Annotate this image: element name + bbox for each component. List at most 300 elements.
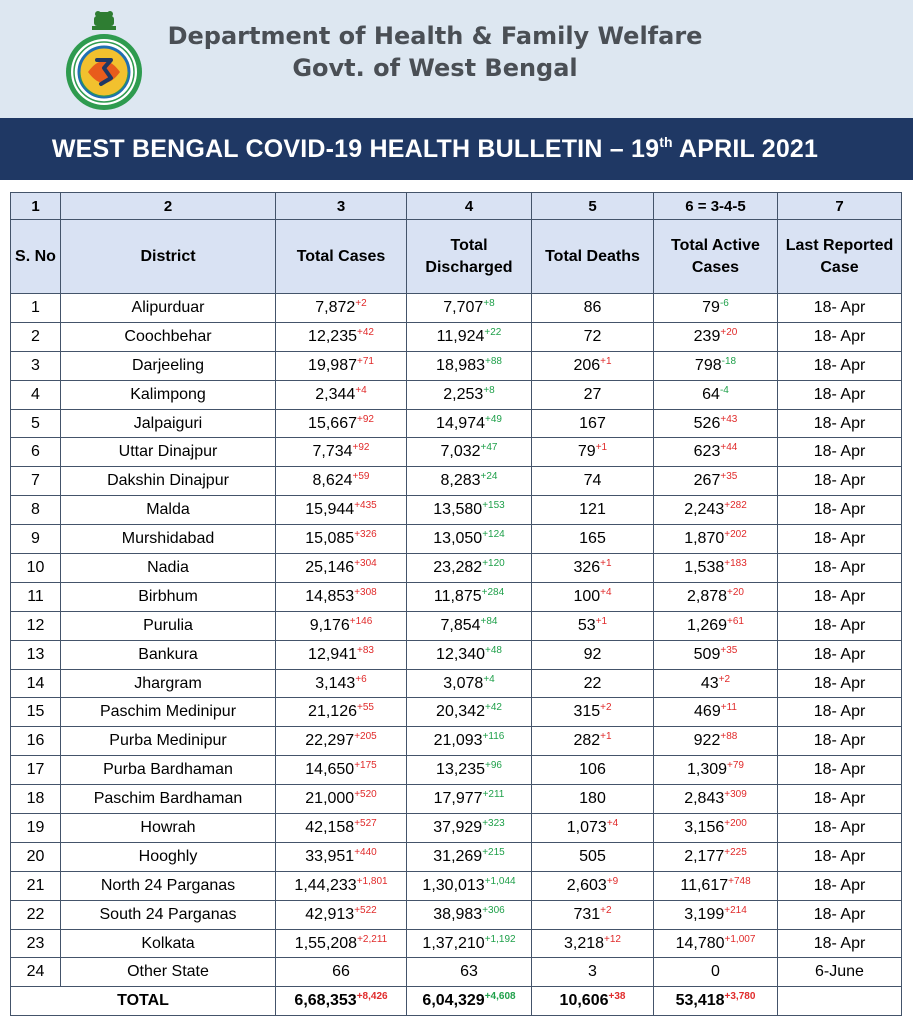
district-name: Dakshin Dinajpur	[107, 472, 229, 490]
total-deaths-cell	[532, 380, 654, 409]
total-discharged-cell	[407, 698, 532, 727]
total-active: 3,156	[684, 818, 725, 836]
total-discharged-delta: +1,044	[484, 875, 516, 887]
total-discharged: 2,253	[443, 385, 484, 403]
total-discharged-delta: +124	[482, 529, 505, 541]
total-discharged: 6,04,329	[422, 992, 485, 1010]
total-deaths-cell	[532, 582, 654, 611]
total-cases: 15,944	[305, 501, 355, 519]
last-reported-cell	[778, 756, 902, 785]
total-discharged: 17,977	[433, 790, 483, 808]
total-cases: 42,913	[305, 905, 355, 923]
serial-number-cell	[11, 438, 61, 467]
district-name-cell	[61, 380, 276, 409]
total-cases-cell	[276, 322, 407, 351]
last-reported-cell	[778, 467, 902, 496]
total-deaths: 167	[579, 414, 606, 432]
total-discharged: 13,580	[433, 501, 483, 519]
district-name: North 24 Parganas	[100, 876, 236, 894]
table-row	[11, 611, 902, 640]
last-reported-cell	[778, 525, 902, 554]
table-row	[11, 294, 902, 323]
bulletin-title-prefix: WEST BENGAL COVID-19 HEALTH BULLETIN – 19	[51, 135, 660, 163]
total-deaths-cell	[532, 727, 654, 756]
total-deaths: 106	[579, 761, 606, 779]
total-deaths: 326	[573, 558, 601, 576]
total-discharged: 63	[460, 963, 478, 981]
total-cases-cell	[276, 814, 407, 843]
total-cases-delta: +8,426	[356, 991, 388, 1003]
table-row	[11, 554, 902, 583]
total-active: 798	[694, 356, 722, 374]
total-deaths: 79	[577, 443, 596, 461]
total-discharged-cell	[407, 785, 532, 814]
serial-number: 12	[26, 616, 45, 634]
total-active-delta: +11	[720, 702, 737, 714]
district-name: Paschim Bardhaman	[93, 790, 243, 808]
district-name: Darjeeling	[131, 356, 205, 374]
total-cases-cell	[276, 900, 407, 929]
district-name-cell	[61, 669, 276, 698]
bulletin-title	[0, 118, 870, 180]
total-discharged: 31,269	[433, 847, 483, 865]
total-active: 267	[693, 472, 721, 490]
total-discharged: 3,078	[443, 674, 484, 692]
total-deaths-cell	[532, 611, 654, 640]
district-name-cell	[61, 351, 276, 380]
total-cases: 1,44,233	[294, 876, 357, 894]
total-discharged-delta: +84	[480, 615, 498, 627]
total-deaths-cell	[532, 900, 654, 929]
total-active-delta: +20	[720, 326, 738, 338]
total-active-delta: +282	[724, 500, 747, 512]
total-discharged-delta: +8	[483, 297, 495, 309]
last-reported: 18- Apr	[813, 472, 866, 490]
total-discharged-delta: +48	[484, 644, 502, 656]
district-name-cell	[61, 640, 276, 669]
total-cases: 14,650	[305, 761, 355, 779]
total-cases-cell	[276, 554, 407, 583]
total-cases: 6,68,353	[294, 992, 357, 1010]
total-deaths-delta: +1	[600, 355, 612, 367]
last-reported: 18- Apr	[813, 790, 866, 808]
total-active-cell	[654, 554, 778, 583]
biswa-bangla-emblem-icon	[64, 8, 144, 116]
total-cases-delta: +83	[356, 644, 374, 656]
total-discharged-cell	[407, 900, 532, 929]
total-active-cell	[654, 958, 778, 987]
total-row	[11, 987, 902, 1016]
last-reported-cell	[778, 640, 902, 669]
total-active-delta: +2	[718, 673, 731, 685]
table-row	[11, 698, 902, 727]
district-name: Murshidabad	[121, 530, 215, 548]
total-discharged: 13,050	[433, 530, 483, 548]
total-deaths: 53	[577, 616, 596, 634]
serial-number-cell	[11, 322, 61, 351]
district-name: Birbhum	[138, 587, 198, 605]
last-reported: 18- Apr	[813, 732, 866, 750]
total-active-cell	[654, 900, 778, 929]
last-reported: 18- Apr	[813, 905, 866, 923]
table-row	[11, 814, 902, 843]
total-label: TOTAL	[11, 987, 276, 1016]
total-cases-delta: +2	[355, 297, 367, 309]
total-active-cell	[654, 467, 778, 496]
total-cases-delta: +4	[355, 384, 367, 396]
header-total-active: Total Active Cases	[654, 220, 778, 294]
total-active-cell	[654, 842, 778, 871]
column-number: 7	[778, 193, 902, 220]
total-deaths-cell	[532, 525, 654, 554]
total-deaths: 165	[579, 530, 606, 548]
total-cases-cell	[276, 929, 407, 958]
serial-number: 8	[31, 501, 40, 519]
total-discharged: 13,235	[436, 761, 485, 779]
last-reported-cell	[778, 669, 902, 698]
last-reported-cell	[778, 842, 902, 871]
total-discharged-cell	[407, 351, 532, 380]
serial-number-cell	[11, 525, 61, 554]
total-discharged: 23,282	[433, 558, 483, 576]
total-active-cell	[654, 582, 778, 611]
total-deaths: 72	[583, 327, 602, 345]
total-active: 509	[693, 645, 721, 663]
last-reported: 18- Apr	[813, 616, 866, 634]
last-reported-cell	[778, 351, 902, 380]
total-discharged-delta: +306	[482, 904, 505, 916]
total-discharged: 7,032	[440, 443, 481, 461]
column-number: 1	[11, 193, 61, 220]
total-active-cell	[654, 987, 778, 1016]
column-number: 4	[407, 193, 532, 220]
total-deaths: 74	[583, 472, 602, 490]
serial-number-cell	[11, 351, 61, 380]
total-deaths-cell	[532, 467, 654, 496]
serial-number: 21	[26, 876, 45, 894]
total-cases: 12,235	[308, 327, 357, 345]
serial-number-cell	[11, 929, 61, 958]
total-active-cell	[654, 380, 778, 409]
last-reported-cell	[778, 380, 902, 409]
serial-number: 18	[26, 790, 45, 808]
table-row	[11, 785, 902, 814]
total-active: 922	[693, 732, 721, 750]
district-name: South 24 Parganas	[99, 905, 237, 923]
total-active-delta: +225	[724, 846, 747, 858]
table-row	[11, 900, 902, 929]
total-cases-delta: +55	[356, 702, 374, 714]
last-reported: 18- Apr	[813, 414, 866, 432]
district-name-cell	[61, 842, 276, 871]
total-cases: 7,872	[315, 298, 356, 316]
total-deaths: 315	[573, 703, 601, 721]
district-name-cell	[61, 871, 276, 900]
total-cases: 33,951	[305, 847, 355, 865]
government-name: Govt. of West Bengal	[292, 54, 578, 82]
total-active-delta: +3,780	[724, 991, 756, 1003]
total-active: 623	[693, 443, 721, 461]
district-name: Jalpaiguri	[133, 414, 203, 432]
total-cases-cell	[276, 785, 407, 814]
total-active: 0	[711, 963, 720, 981]
table-row	[11, 525, 902, 554]
total-discharged-cell	[407, 669, 532, 698]
total-cases-delta: +71	[356, 355, 374, 367]
total-cases: 1,55,208	[294, 934, 358, 952]
serial-number-cell	[11, 756, 61, 785]
total-active-delta: -18	[721, 355, 737, 367]
serial-number-cell	[11, 496, 61, 525]
total-active-cell	[654, 669, 778, 698]
total-active: 14,780	[675, 934, 725, 952]
serial-number: 14	[26, 674, 45, 692]
serial-number: 22	[26, 905, 45, 923]
district-name-cell	[61, 294, 276, 323]
total-deaths: 282	[573, 732, 601, 750]
total-active: 526	[693, 414, 721, 432]
total-active-cell	[654, 727, 778, 756]
last-reported-cell	[778, 554, 902, 583]
total-discharged-delta: +47	[480, 442, 498, 454]
total-deaths: 100	[573, 587, 601, 605]
district-name: Bankura	[138, 645, 198, 663]
total-deaths-delta: +2	[600, 702, 612, 714]
header	[0, 0, 913, 118]
total-discharged: 8,283	[440, 472, 481, 490]
serial-number: 23	[26, 934, 45, 952]
last-reported-cell	[778, 438, 902, 467]
table-row	[11, 467, 902, 496]
total-deaths-delta: +1	[595, 442, 608, 454]
column-number: 2	[61, 193, 276, 220]
total-cases-delta: +175	[354, 760, 377, 772]
total-active: 2,177	[684, 847, 725, 865]
header-district: District	[61, 220, 276, 294]
total-deaths: 22	[583, 674, 602, 692]
table-row	[11, 871, 902, 900]
total-deaths-delta: +4	[600, 586, 612, 598]
department-heading	[160, 20, 710, 84]
total-active: 2,243	[684, 501, 725, 519]
total-active-delta: +183	[724, 557, 747, 569]
serial-number: 9	[31, 530, 40, 548]
serial-number: 10	[26, 558, 45, 576]
total-deaths-delta: +1	[600, 731, 612, 743]
total-cases-cell	[276, 958, 407, 987]
total-deaths-cell	[532, 438, 654, 467]
total-active-delta: -6	[719, 297, 729, 309]
total-cases-delta: +435	[354, 500, 377, 512]
total-active: 3,199	[684, 905, 725, 923]
total-active: 1,870	[684, 530, 725, 548]
total-discharged: 1,30,013	[422, 876, 485, 894]
serial-number: 7	[31, 472, 40, 490]
district-name-cell	[61, 409, 276, 438]
serial-number: 5	[31, 414, 40, 432]
total-active: 1,269	[686, 616, 728, 634]
total-cases-cell	[276, 438, 407, 467]
table-row	[11, 929, 902, 958]
total-discharged-cell	[407, 958, 532, 987]
total-cases: 9,176	[309, 616, 350, 634]
total-active-cell	[654, 496, 778, 525]
district-name: Coochbehar	[124, 327, 212, 345]
total-active-delta: -4	[719, 384, 729, 396]
serial-number: 4	[31, 385, 40, 403]
serial-number: 2	[31, 327, 40, 345]
header-total-cases: Total Cases	[276, 220, 407, 294]
total-cases-delta: +326	[354, 529, 377, 541]
last-reported: 18- Apr	[813, 443, 866, 461]
total-discharged-cell	[407, 871, 532, 900]
total-discharged-delta: +24	[480, 471, 498, 483]
serial-number-cell	[11, 871, 61, 900]
total-active-delta: +309	[724, 789, 747, 801]
total-cases-delta: +146	[349, 615, 373, 627]
total-deaths: 3,218	[563, 934, 605, 952]
last-reported-cell	[778, 698, 902, 727]
header-last-reported: Last Reported Case	[778, 220, 902, 294]
serial-number: 3	[31, 356, 40, 374]
total-active: 11,617	[680, 876, 729, 894]
last-reported-cell	[778, 958, 902, 987]
total-deaths-cell	[532, 409, 654, 438]
serial-number: 20	[26, 847, 45, 865]
total-discharged-cell	[407, 756, 532, 785]
total-discharged: 18,983	[436, 356, 485, 374]
total-cases: 66	[332, 963, 350, 981]
total-cases-cell	[276, 640, 407, 669]
total-discharged-cell	[407, 525, 532, 554]
last-reported: 18- Apr	[813, 818, 866, 836]
total-deaths: 731	[573, 905, 601, 923]
total-discharged-cell	[407, 842, 532, 871]
total-discharged: 11,875	[433, 587, 482, 605]
district-name: Purba Bardhaman	[103, 761, 233, 779]
serial-number-cell	[11, 554, 61, 583]
total-cases-cell	[276, 294, 407, 323]
serial-number: 11	[27, 587, 44, 605]
district-name: Kalimpong	[130, 385, 206, 403]
total-discharged-delta: +96	[484, 760, 502, 772]
district-name-cell	[61, 785, 276, 814]
last-reported-cell	[778, 322, 902, 351]
total-deaths-delta: +4	[606, 817, 619, 829]
total-deaths-cell	[532, 640, 654, 669]
total-active: 239	[693, 327, 721, 345]
total-discharged-delta: +1,192	[484, 933, 516, 945]
header-total-discharged: Total Discharged	[407, 220, 532, 294]
total-discharged: 21,093	[433, 732, 483, 750]
serial-number-cell	[11, 900, 61, 929]
total-active-delta: +44	[720, 442, 738, 454]
total-discharged-cell	[407, 727, 532, 756]
total-cases: 25,146	[305, 558, 355, 576]
serial-number: 19	[26, 818, 45, 836]
bulletin-table	[10, 192, 902, 1016]
serial-number-cell	[11, 727, 61, 756]
total-cases-delta: +1,801	[356, 875, 388, 887]
total-cases: 14,853	[305, 587, 355, 605]
district-name-cell	[61, 756, 276, 785]
serial-number-cell	[11, 814, 61, 843]
total-active: 2,843	[684, 790, 725, 808]
last-reported-cell	[778, 900, 902, 929]
total-active: 43	[700, 674, 719, 692]
table-row	[11, 756, 902, 785]
district-rows	[11, 294, 902, 987]
total-active: 469	[694, 703, 721, 721]
total-cases-delta: +527	[354, 817, 377, 829]
table-row	[11, 409, 902, 438]
total-cases: 2,344	[315, 385, 356, 403]
total-cases: 15,667	[308, 414, 357, 432]
total-active-cell	[654, 756, 778, 785]
total-deaths: 2,603	[566, 876, 607, 894]
total-cases-delta: +92	[352, 442, 370, 454]
total-deaths: 27	[583, 385, 602, 403]
last-reported-cell	[778, 871, 902, 900]
serial-number-cell	[11, 294, 61, 323]
total-discharged-cell	[407, 380, 532, 409]
total-active-delta: +61	[727, 615, 744, 627]
district-name: Paschim Medinipur	[99, 703, 237, 721]
district-name-cell	[61, 698, 276, 727]
total-discharged-cell	[407, 554, 532, 583]
last-reported: 18- Apr	[813, 876, 866, 894]
serial-number: 13	[26, 645, 45, 663]
last-reported: 18- Apr	[813, 761, 866, 779]
total-discharged: 38,983	[433, 905, 483, 923]
total-cases-delta: +522	[354, 904, 377, 916]
total-deaths-cell	[532, 842, 654, 871]
total-active: 53,418	[675, 992, 725, 1010]
district-name: Nadia	[147, 558, 189, 576]
total-active-delta: +200	[724, 817, 747, 829]
total-deaths-delta: +12	[604, 933, 621, 945]
column-number: 5	[532, 193, 654, 220]
last-reported-cell	[778, 409, 902, 438]
serial-number: 17	[26, 761, 45, 779]
total-cases: 19,987	[308, 356, 357, 374]
total-deaths: 121	[579, 501, 606, 519]
total-cases-cell	[276, 987, 407, 1016]
total-deaths: 92	[583, 645, 602, 663]
total-active-cell	[654, 409, 778, 438]
last-reported-cell	[778, 785, 902, 814]
table-row	[11, 669, 902, 698]
last-reported: 18- Apr	[813, 587, 866, 605]
last-reported-cell	[778, 814, 902, 843]
total-deaths-cell	[532, 669, 654, 698]
district-name: Alipurduar	[131, 298, 205, 316]
district-name: Uttar Dinajpur	[118, 443, 218, 461]
total-active-cell	[654, 438, 778, 467]
total-deaths-cell	[532, 929, 654, 958]
total-cases-delta: +6	[355, 673, 367, 685]
total-active-delta: +79	[727, 760, 744, 772]
total-cases-delta: +520	[354, 789, 377, 801]
table-row	[11, 438, 902, 467]
table-row	[11, 958, 902, 987]
total-deaths: 1,073	[566, 818, 607, 836]
total-cases-cell	[276, 496, 407, 525]
total-discharged-cell	[407, 640, 532, 669]
total-discharged-delta: +215	[482, 846, 505, 858]
total-discharged-cell	[407, 409, 532, 438]
total-cases: 7,734	[312, 443, 353, 461]
